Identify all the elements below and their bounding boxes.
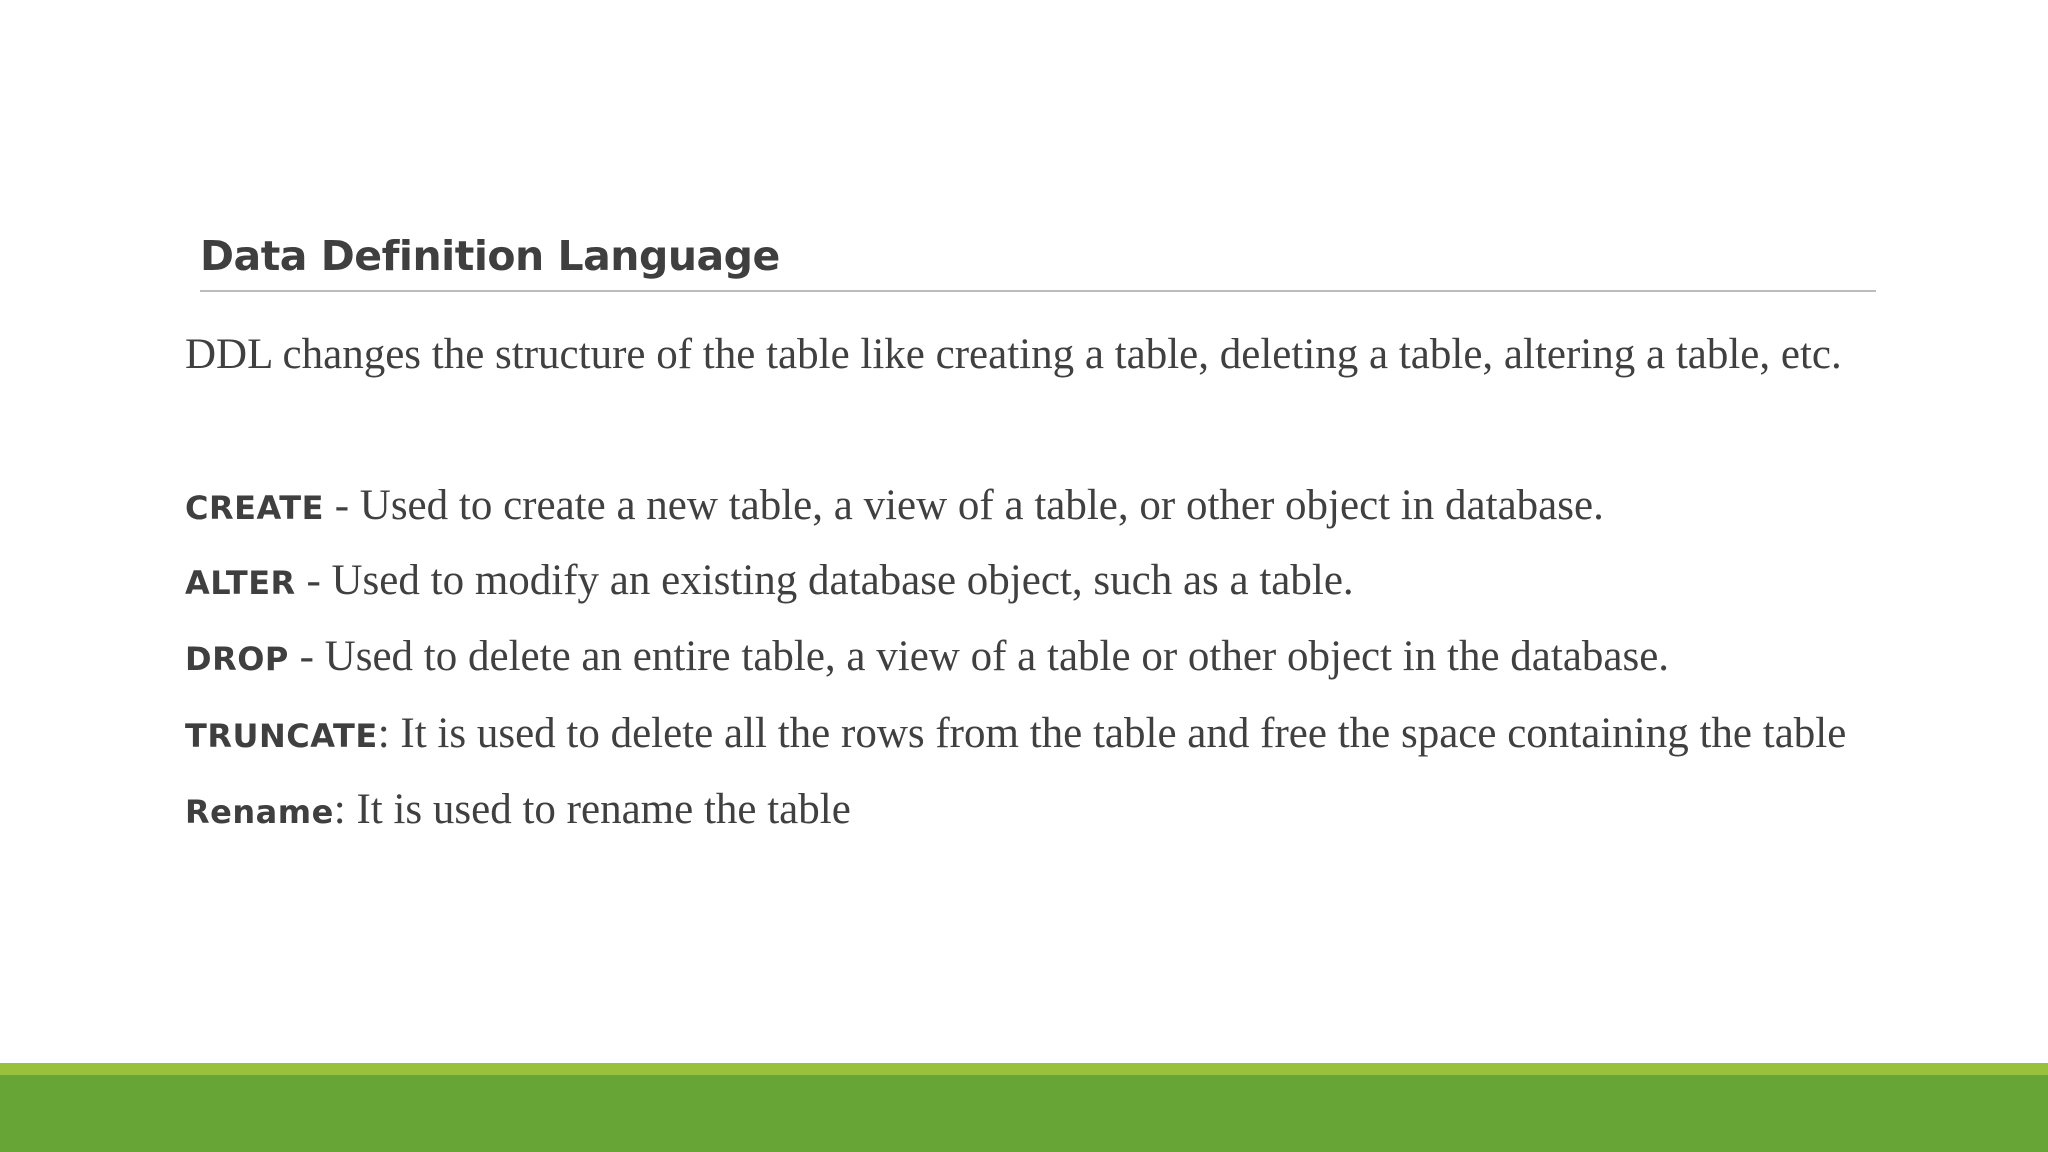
command-keyword: DROP — [185, 640, 289, 678]
command-keyword: Rename — [185, 793, 334, 831]
title-underline — [200, 290, 1876, 292]
command-keyword: CREATE — [185, 489, 324, 527]
command-description: - Used to modify an existing database object, such as a table. — [295, 557, 1354, 604]
command-description: : It is used to delete all the rows from the table and free the space containing the table — [377, 710, 1847, 757]
footer-accent-stripe — [0, 1063, 2048, 1075]
command-alter — [185, 556, 1354, 605]
footer-band — [0, 1075, 2048, 1152]
command-keyword: ALTER — [185, 564, 296, 602]
command-keyword: TRUNCATE — [185, 717, 378, 755]
slide-title: Data Definition Language — [200, 232, 780, 280]
intro-paragraph: DDL changes the structure of the table like creating a table, deleting a table, altering a table, etc. — [185, 331, 1842, 378]
command-truncate — [185, 709, 1846, 758]
command-drop — [185, 632, 1669, 681]
command-description: - Used to delete an entire table, a view of a table or other object in the database. — [288, 633, 1670, 680]
command-description: : It is used to rename the table — [333, 786, 851, 833]
command-description: - Used to create a new table, a view of a table, or other object in database. — [323, 482, 1604, 529]
command-create — [185, 481, 1604, 530]
command-rename — [185, 785, 851, 834]
